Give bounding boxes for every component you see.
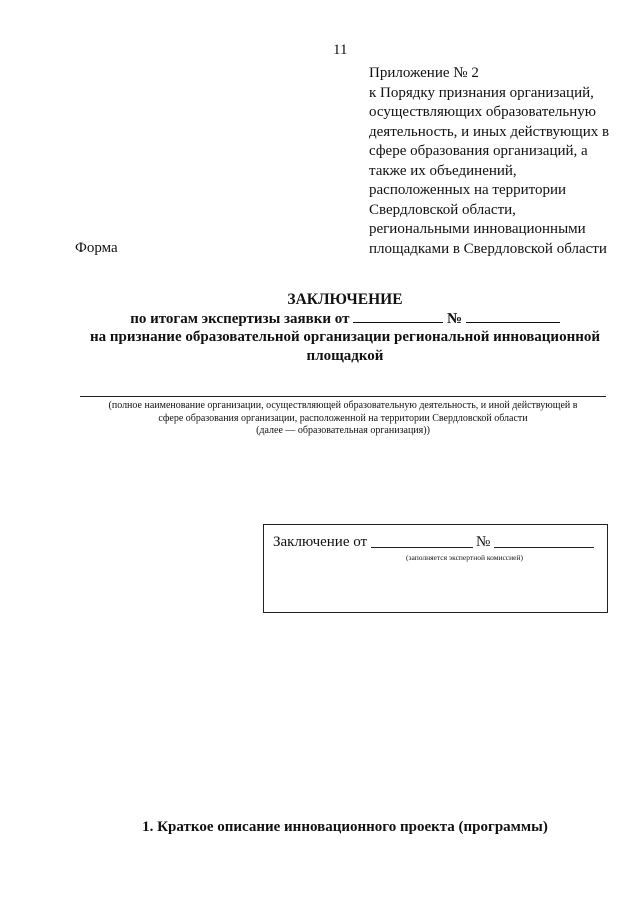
appendix-line: региональными инновационными <box>369 221 586 237</box>
appendix-line: к Порядку признания организаций, <box>369 84 594 101</box>
title-application-line <box>60 310 630 329</box>
conclusion-date-blank <box>371 538 473 548</box>
title-purpose-line-end: площадкой <box>306 347 384 364</box>
application-number-sign: № <box>446 310 463 327</box>
document-title: ЗАКЛЮЧЕНИЕ <box>287 291 403 308</box>
appendix-line: расположенных на территории <box>369 182 567 198</box>
form-label: Форма <box>75 240 118 256</box>
appendix-line: осуществляющих образовательную <box>369 104 596 120</box>
conclusion-note: (заполняется экспертной комиссией) <box>406 553 523 562</box>
organization-caption-line: (далее — образовательная организация)) <box>256 425 430 436</box>
appendix-line: площадками в Свердловской области <box>369 240 607 257</box>
application-number-blank <box>466 310 560 323</box>
appendix-line: сфере образования организаций, а <box>369 143 588 159</box>
conclusion-number-blank <box>494 538 594 548</box>
appendix-line: Приложение № 2 <box>369 65 479 81</box>
application-date-blank <box>353 310 443 323</box>
application-date-prefix: по итогам экспертизы заявки от <box>130 310 350 327</box>
appendix-line: также их объединений, <box>369 162 517 179</box>
conclusion-number-sign: № <box>476 534 491 550</box>
appendix-line: Свердловской области, <box>369 201 516 218</box>
section-1-heading: 1. Краткое описание инновационного проекта (программы) <box>142 819 548 835</box>
organization-name-blank <box>80 396 606 397</box>
conclusion-label: Заключение от <box>273 534 368 550</box>
organization-caption-line: сфере образования организации, расположенной на территории Свердловской области <box>158 412 528 424</box>
organization-caption-line: (полное наименование организации, осуществляющей образовательную деятельность, и иной действующей в <box>108 400 578 411</box>
appendix-line: деятельность, и иных действующих в <box>369 123 610 140</box>
appendix-reference <box>369 64 631 259</box>
document-title-block <box>60 291 630 365</box>
conclusion-box <box>263 524 608 613</box>
title-purpose-line: на признание образовательной организации региональной инновационной <box>89 329 601 345</box>
organization-caption <box>80 400 606 438</box>
page-number: 11 <box>333 42 348 58</box>
